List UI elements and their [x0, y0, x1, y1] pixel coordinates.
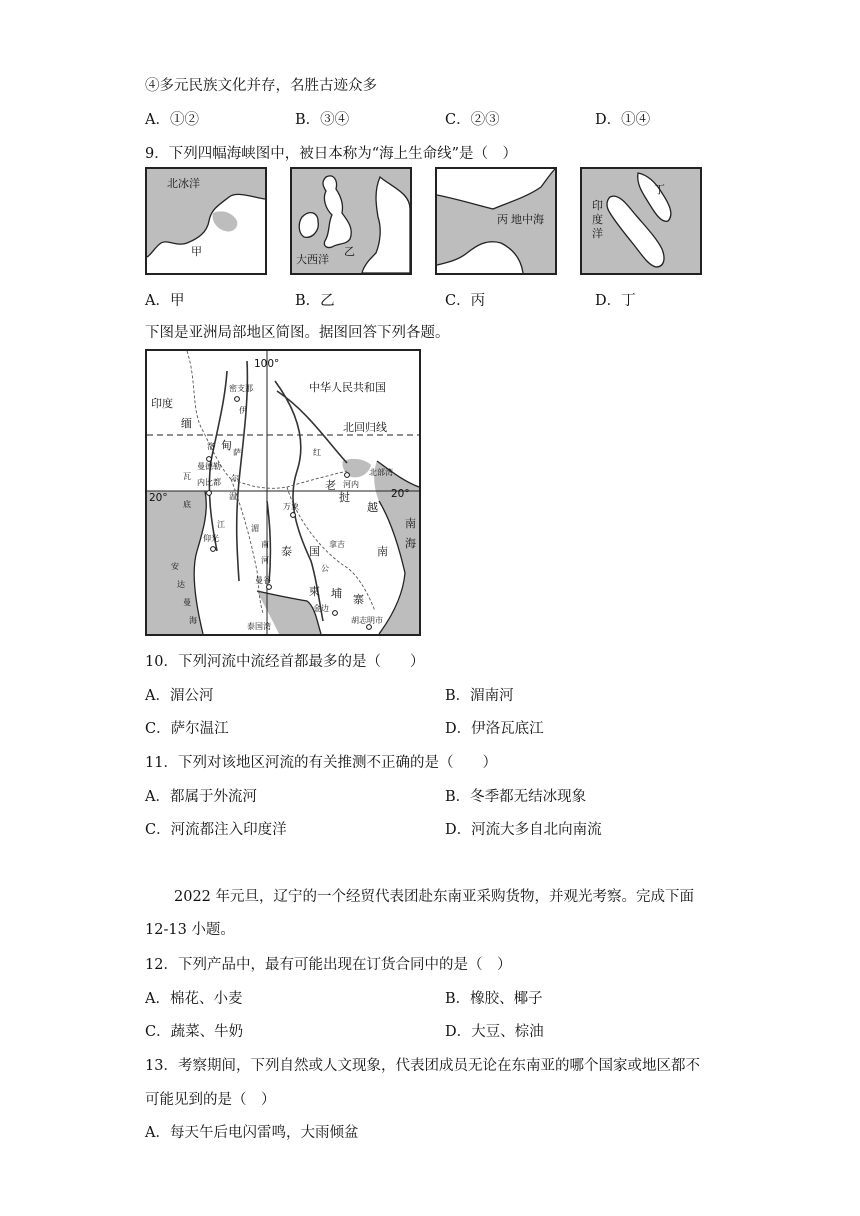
south-sea-char-1: 南	[405, 517, 416, 530]
gulf-tonkin-label: 北部湾	[369, 468, 393, 477]
q11-option-c[interactable]: C．河流都注入印度洋	[145, 822, 287, 838]
map1-mark: 甲	[191, 245, 202, 258]
river-er: 尔	[231, 474, 239, 483]
map4-ocean-char-1: 印	[592, 199, 603, 212]
sea-an: 安	[171, 562, 179, 571]
city-naypyidaw: 内比都	[197, 478, 221, 487]
q9-option-b[interactable]: B．乙	[295, 293, 335, 309]
strait-map-4	[580, 167, 702, 275]
river-luo: 洛	[207, 442, 215, 451]
q12-option-b[interactable]: B．橡胶、椰子	[445, 991, 543, 1007]
city-thakhek: 拿吉	[329, 540, 345, 549]
q11-option-b[interactable]: B．冬季都无结冰现象	[445, 789, 587, 805]
tropic-label: 北回归线	[343, 421, 387, 434]
river-gong: 公	[321, 564, 329, 573]
q11-option-a[interactable]: A．都属于外流河	[145, 789, 257, 805]
lat-right-label: 20°	[391, 488, 410, 500]
river-di: 底	[183, 500, 191, 509]
passage-line-2: 12-13 小题。	[145, 922, 235, 938]
label-tai: 泰	[281, 545, 292, 558]
q10-stem: 10．下列河流中流经首都最多的是（ ）	[145, 654, 425, 670]
q10-option-b[interactable]: B．湄南河	[445, 688, 514, 704]
label-yue: 越	[367, 501, 378, 514]
label-mian: 缅	[181, 417, 192, 430]
q9-option-a[interactable]: A．甲	[145, 293, 185, 309]
label-guo: 国	[309, 545, 320, 558]
city-hcmc: 胡志明市	[351, 616, 383, 625]
india-label: 印度	[151, 397, 173, 410]
map4-mark: 丁	[654, 183, 665, 196]
river-wen: 温	[229, 492, 237, 501]
lat-left-label: 20°	[149, 492, 168, 504]
river-he: 河	[261, 556, 269, 565]
city-vientiane: 万象	[283, 502, 299, 511]
q12-option-d[interactable]: D．大豆、棕油	[445, 1024, 544, 1040]
strait-map-3	[435, 167, 557, 275]
label-zhai: 寨	[353, 593, 364, 606]
q11-stem: 11．下列对该地区河流的有关推测不正确的是（ ）	[145, 755, 497, 771]
q9-stem: 9．下列四幅海峡图中，被日本称为“海上生命线”是（ ）	[145, 146, 518, 162]
map-intro: 下图是亚洲局部地区简图。据图回答下列各题。	[145, 325, 450, 341]
q12-stem: 12．下列产品中，最有可能出现在订货合同中的是（ ）	[145, 957, 512, 973]
q12-option-c[interactable]: C．蔬菜、牛奶	[145, 1024, 244, 1040]
q8-option-b[interactable]: B．③④	[295, 112, 350, 128]
asia-regional-map	[145, 349, 421, 636]
q8-option-d[interactable]: D．①④	[595, 112, 651, 128]
map2-mark: 乙	[344, 245, 355, 258]
q10-option-d[interactable]: D．伊洛瓦底江	[445, 721, 544, 737]
q13-stem-line-2: 可能见到的是（ ）	[145, 1092, 276, 1108]
label-lao: 老	[325, 479, 336, 492]
q10-option-a[interactable]: A．湄公河	[145, 688, 214, 704]
gulf-thailand-label: 泰国湾	[247, 622, 271, 631]
sea-man: 曼	[183, 598, 191, 607]
map1-ocean-label: 北冰洋	[167, 177, 200, 190]
river-jiang: 江	[217, 520, 225, 529]
city-phnom-penh: 金边	[313, 604, 329, 613]
city-hanoi: 河内	[343, 480, 359, 489]
q9-option-d[interactable]: D．丁	[595, 293, 636, 309]
river-nan: 南	[261, 540, 269, 549]
label-dian: 甸	[221, 439, 232, 452]
passage-line-1: 2022 年元旦，辽宁的一个经贸代表团赴东南亚采购货物，并观光考察。完成下面	[174, 889, 695, 905]
sea-da: 达	[177, 580, 185, 589]
label-jian: 柬	[309, 585, 320, 598]
q11-option-d[interactable]: D．河流大多自北向南流	[445, 822, 602, 838]
sea-hai: 海	[189, 616, 197, 625]
city-mandalay: 曼德勒	[197, 462, 221, 471]
river-sa: 萨	[233, 448, 241, 457]
strait-map-1	[145, 167, 267, 275]
city-bangkok: 曼谷	[255, 576, 271, 585]
label-pu: 埔	[331, 587, 342, 600]
river-hong: 红	[313, 448, 321, 457]
map3-sea-label: 地中海	[511, 213, 544, 226]
q13-stem-line-1: 13．考察期间，下列自然或人文现象，代表团成员无论在东南亚的哪个国家或地区都不	[145, 1058, 700, 1074]
q10-option-c[interactable]: C．萨尔温江	[145, 721, 229, 737]
map3-mark: 丙	[497, 213, 508, 226]
city-myitkyina: 密支那	[229, 384, 253, 393]
label-nan: 南	[377, 545, 388, 558]
china-label: 中华人民共和国	[309, 381, 386, 394]
river-yi: 伊	[239, 406, 247, 415]
q8-item-4: ④多元民族文化并存，名胜古迹众多	[145, 78, 377, 94]
q9-option-c[interactable]: C．丙	[445, 293, 486, 309]
city-yangon: 仰光	[203, 534, 219, 543]
q8-option-a[interactable]: A．①②	[145, 112, 199, 128]
south-sea-char-2: 海	[405, 537, 416, 550]
q13-option-a[interactable]: A．每天午后电闪雷鸣，大雨倾盆	[145, 1125, 359, 1141]
label-wo: 挝	[339, 491, 350, 504]
meridian-label: 100°	[254, 358, 280, 370]
q8-option-c[interactable]: C．②③	[445, 112, 500, 128]
map4-ocean-char-3: 洋	[592, 227, 603, 240]
q12-option-a[interactable]: A．棉花、小麦	[145, 991, 243, 1007]
map2-ocean-label: 大西洋	[296, 253, 329, 266]
strait-map-2	[290, 167, 412, 275]
map4-ocean-char-2: 度	[592, 213, 603, 226]
river-mei: 湄	[251, 524, 259, 533]
river-wa: 瓦	[183, 472, 191, 481]
